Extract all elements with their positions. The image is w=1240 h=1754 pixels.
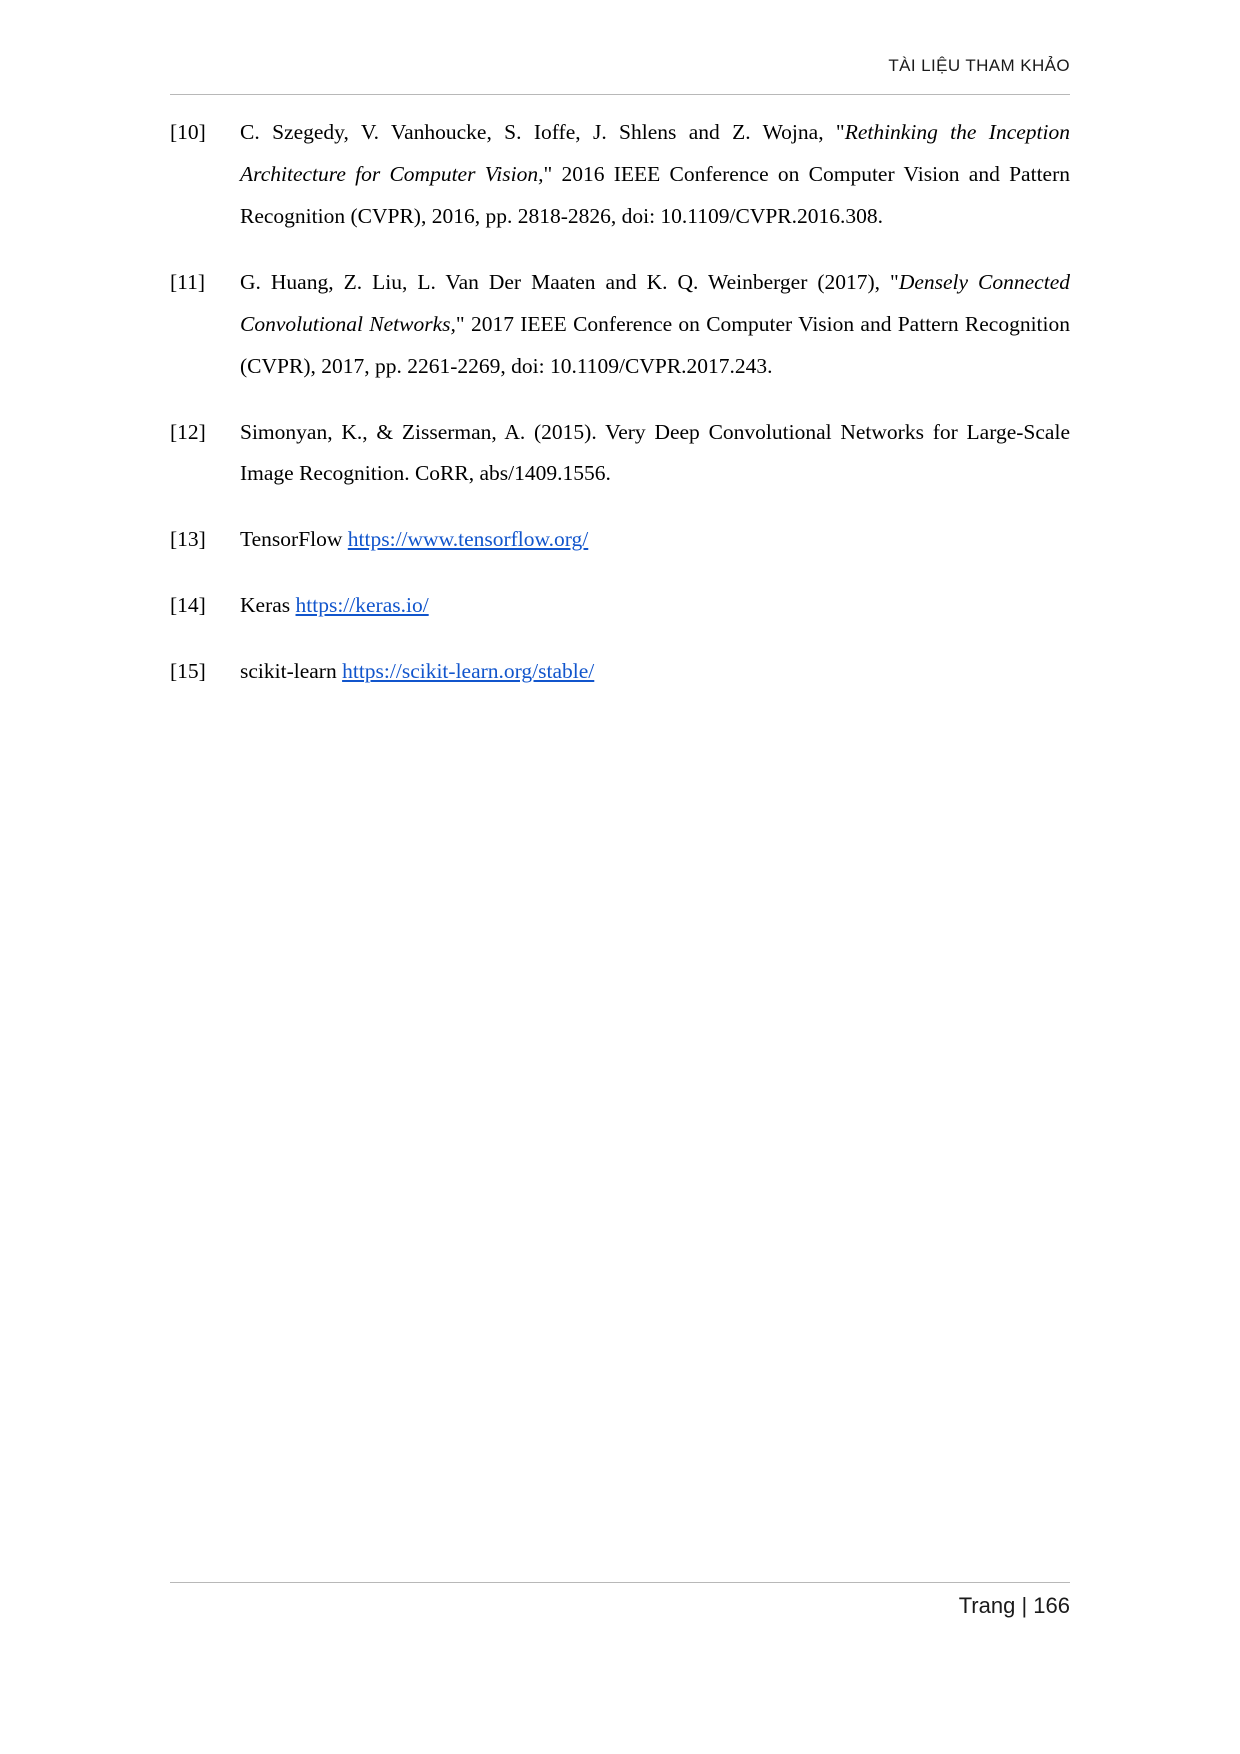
header-title: TÀI LIỆU THAM KHẢO: [888, 56, 1070, 75]
reference-link[interactable]: https://www.tensorflow.org/: [347, 527, 589, 552]
reference-list: [170, 112, 1070, 717]
reference-item: [170, 585, 1070, 627]
reference-text-pre: C. Szegedy, V. Vanhoucke, S. Ioffe, J. Shlens and Z. Wojna, ": [240, 120, 845, 144]
reference-text: [240, 585, 1070, 627]
reference-number: [13]: [170, 527, 206, 552]
reference-item: [170, 651, 1070, 693]
reference-text-post: " 2016 IEEE Conference on Computer Vision and Pattern Recognition (CVPR), 2016, pp. 2818-2826, doi: 10.1109/CVPR.2016.308.: [240, 161, 1070, 228]
reference-label: Keras: [240, 593, 296, 618]
reference-number: [14]: [170, 593, 206, 618]
reference-text: [240, 112, 1070, 238]
reference-item: [170, 519, 1070, 561]
reference-item: [170, 112, 1070, 238]
reference-item: [170, 262, 1070, 388]
page-footer: [170, 1582, 1070, 1619]
reference-link[interactable]: https://scikit-learn.org/stable/: [342, 659, 595, 684]
reference-number: [10]: [170, 120, 206, 144]
reference-text: [240, 519, 1070, 561]
reference-link[interactable]: https://keras.io/: [295, 593, 429, 618]
reference-label: scikit-learn: [240, 659, 343, 684]
reference-label: TensorFlow: [240, 527, 348, 552]
reference-text-italic: Rethinking the Inception Architecture for Computer Vision,: [240, 120, 1070, 186]
reference-text-post: " 2017 IEEE Conference on Computer Vision and Pattern Recognition (CVPR), 2017, pp. 2261-2269, doi: 10.1109/CVPR.2017.243.: [240, 311, 1070, 378]
page-number: Trang | 166: [958, 1593, 1070, 1618]
reference-text: [240, 262, 1070, 388]
reference-number: [15]: [170, 659, 206, 684]
page-header: [170, 56, 1070, 95]
reference-number: [11]: [170, 269, 206, 294]
reference-item: [170, 412, 1070, 496]
reference-number: [12]: [170, 419, 206, 444]
reference-text-pre: Simonyan, K., & Zisserman, A. (2015). Very Deep Convolutional Networks for Large-Scale Image Recognition. CoRR, abs/1409.1556.: [240, 419, 1070, 486]
reference-text: [240, 651, 1070, 693]
reference-text-italic: Densely Connected Convolutional Networks,: [240, 269, 1070, 336]
reference-text: [240, 412, 1070, 496]
reference-text-pre: G. Huang, Z. Liu, L. Van Der Maaten and K. Q. Weinberger (2017), ": [240, 269, 899, 294]
